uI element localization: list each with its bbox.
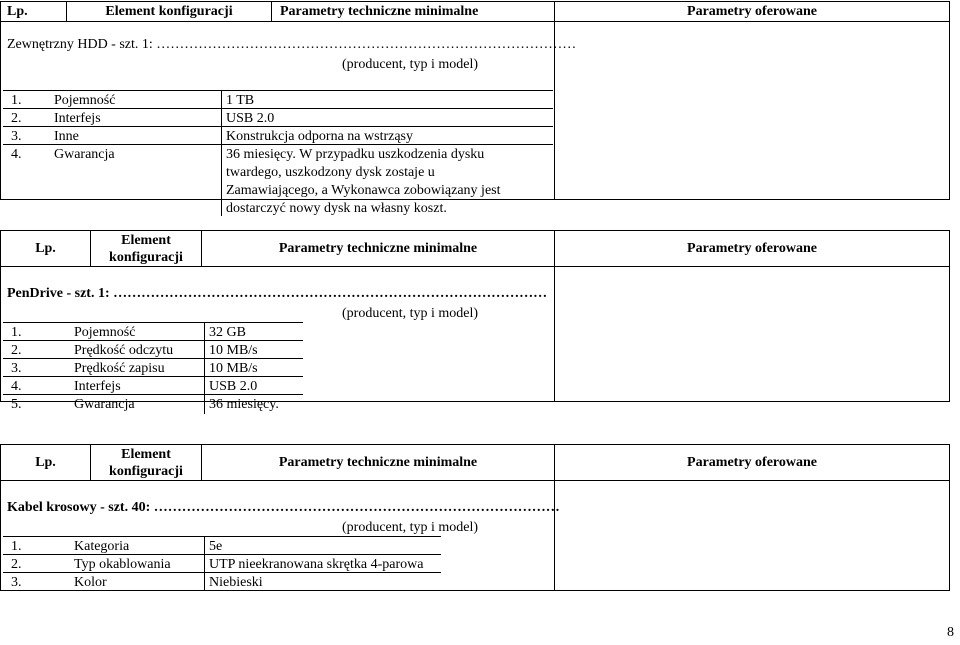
header-param-min: Parametry techniczne minimalne <box>272 2 555 22</box>
row-label: Interfejs <box>74 379 121 394</box>
table-pendrive <box>0 230 950 412</box>
header-lp: Lp. <box>1 445 91 481</box>
kabel-subtitle: (producent, typ i model) <box>342 520 479 535</box>
row-number: 1. <box>11 325 22 340</box>
row-value: USB 2.0 <box>226 111 275 126</box>
row-value: 1 TB <box>226 93 255 108</box>
row-number: 3. <box>11 575 22 590</box>
header-lp: Lp. <box>1 2 67 22</box>
page-number: 8 <box>947 625 954 640</box>
row-label: Kolor <box>74 575 107 590</box>
kabel-offer-cell[interactable] <box>555 481 950 591</box>
row-number: 4. <box>11 379 22 394</box>
divider <box>3 572 441 573</box>
header-param-off: Parametry oferowane <box>555 445 950 481</box>
row-number: 5. <box>11 397 22 412</box>
divider <box>3 394 303 395</box>
row-value: 10 MB/s <box>209 343 258 358</box>
divider <box>3 126 553 127</box>
row-number: 3. <box>11 361 22 376</box>
row-value: 10 MB/s <box>209 361 258 376</box>
header-element-line1: Element <box>121 446 171 462</box>
row-value: 36 miesięcy. <box>209 397 279 412</box>
header-lp: Lp. <box>1 231 91 267</box>
row-label: Interfejs <box>54 111 101 126</box>
header-param-min: Parametry techniczne minimalne <box>202 445 555 481</box>
divider <box>204 536 205 591</box>
divider <box>3 376 303 377</box>
pendrive-title: PenDrive - szt. 1: ………………………………………………………………………………… <box>7 286 548 301</box>
row-label: Inne <box>54 129 79 144</box>
header-element <box>91 445 202 481</box>
row-value: 32 GB <box>209 325 246 340</box>
header-param-off: Parametry oferowane <box>555 231 950 267</box>
hdd-spec-cell <box>1 22 577 216</box>
pendrive-offer-cell[interactable] <box>555 267 950 402</box>
header-element-line2: konfiguracji <box>109 463 183 479</box>
header-element: Element konfiguracji <box>67 2 272 22</box>
divider <box>3 108 553 109</box>
header-param-min: Parametry techniczne minimalne <box>202 231 555 267</box>
header-param-off: Parametry oferowane <box>555 2 950 22</box>
hdd-title: Zewnętrzny HDD - szt. 1: ……………………………………………………………………………… <box>7 37 577 52</box>
row-value: Konstrukcja odporna na wstrząsy <box>226 129 414 144</box>
divider <box>221 90 222 216</box>
kabel-spec-cell <box>1 481 560 591</box>
hdd-offer-cell[interactable] <box>555 22 950 200</box>
row-label: Gwarancja <box>74 397 135 412</box>
table-kabel <box>0 444 950 591</box>
row-value: USB 2.0 <box>209 379 258 394</box>
row-label: Prędkość zapisu <box>74 361 165 376</box>
pendrive-spec-cell <box>1 267 555 412</box>
divider <box>3 144 553 145</box>
header-element-line1: Element <box>121 232 171 248</box>
header-element-line2: konfiguracji <box>109 249 183 265</box>
row-number: 2. <box>11 343 22 358</box>
row-label: Typ okablowania <box>74 557 171 572</box>
row-label: Gwarancja <box>54 147 115 162</box>
row-number: 2. <box>11 111 22 126</box>
row-number: 1. <box>11 93 22 108</box>
row-value: UTP nieekranowana skrętka 4-parowa <box>209 557 424 572</box>
row-label: Pojemność <box>74 325 136 340</box>
row-number: 4. <box>11 147 22 162</box>
row-value: Niebieski <box>209 575 263 590</box>
header-element <box>91 231 202 267</box>
row-number: 3. <box>11 129 22 144</box>
row-label: Prędkość odczytu <box>74 343 174 358</box>
row-number: 2. <box>11 557 22 572</box>
divider <box>204 322 205 414</box>
divider <box>3 90 553 91</box>
divider <box>3 536 441 537</box>
divider <box>3 340 303 341</box>
row-value: 5e <box>209 539 223 554</box>
kabel-title: Kabel krosowy - szt. 40: …………………………………………………………………………… <box>7 500 560 515</box>
row-value: 36 miesięcy. W przypadku uszkodzenia dysku <box>226 147 485 162</box>
row-label: Kategoria <box>74 539 130 554</box>
row-number: 1. <box>11 539 22 554</box>
row-label: Pojemność <box>54 93 116 108</box>
pendrive-subtitle: (producent, typ i model) <box>342 306 479 321</box>
divider <box>3 358 303 359</box>
row-value-cont: twardego, uszkodzony dysk zostaje u <box>226 165 435 180</box>
row-value-cont: Zamawiającego, a Wykonawca zobowiązany jest <box>226 183 501 198</box>
divider <box>3 322 303 323</box>
hdd-subtitle: (producent, typ i model) <box>342 57 479 72</box>
table-hdd <box>0 1 950 216</box>
divider <box>3 554 441 555</box>
row-value-cont: dostarczyć nowy dysk na własny koszt. <box>226 201 447 216</box>
